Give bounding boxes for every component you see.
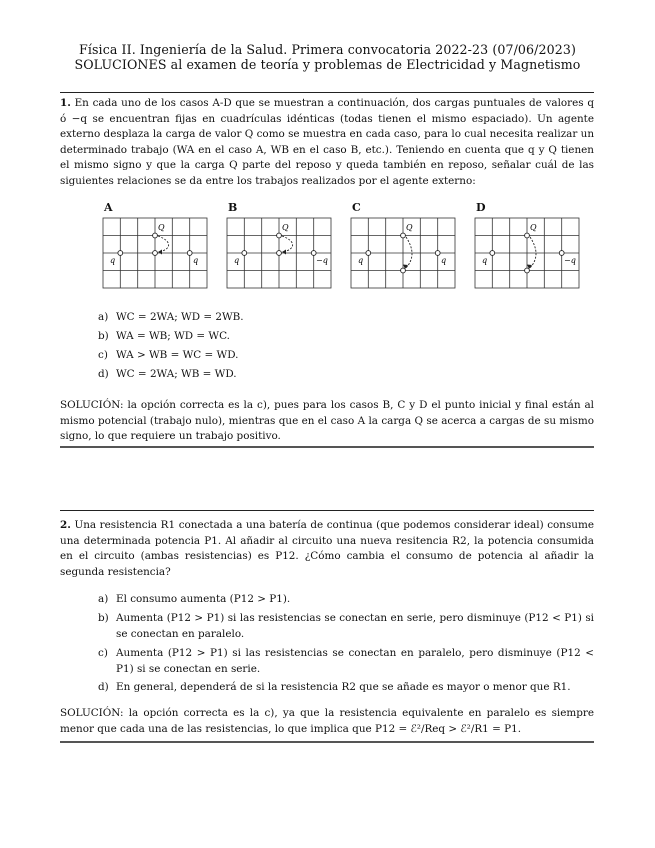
diagram-b-right-charge — [311, 251, 316, 256]
question1-solution: SOLUCIÓN: la opción correcta es la c), pues para los casos B, C y D el punto inicial y final están al mismo potencial (trabajo nulo), mientras que en el caso A la carga Q se acerca a cargas de su mismo signo, lo que requiere un trabajo positivo. — [60, 399, 594, 443]
diagram-b-left-charge — [242, 251, 247, 256]
diagram-a-q-end — [153, 251, 158, 256]
diagram-c-label: C — [352, 201, 361, 214]
question1-statement — [60, 96, 594, 190]
diagram-d-q-start — [525, 233, 530, 238]
diagram-d-q-end — [525, 268, 530, 273]
svg-text:Q: Q — [282, 223, 289, 232]
svg-text:q: q — [234, 256, 240, 265]
question2-statement — [60, 518, 594, 580]
diagram-c — [350, 217, 456, 289]
diagram-d-right-charge — [559, 251, 564, 256]
diagram-c-q-start — [401, 233, 406, 238]
diagram-d-label: D — [476, 201, 486, 214]
diagram-b — [226, 217, 332, 289]
question2-number: 2. — [60, 519, 71, 531]
svg-text:q: q — [110, 256, 116, 265]
question1-top-rule — [60, 92, 594, 93]
question2-top-rule — [60, 510, 594, 511]
diagram-a-label: A — [104, 201, 113, 214]
diagram-a — [102, 217, 208, 289]
question1-bottom-rule — [60, 446, 594, 448]
diagram-a-left-charge — [118, 251, 123, 256]
diagram-b-q-end — [277, 251, 282, 256]
diagram-b-label: B — [228, 201, 238, 214]
svg-text:Q: Q — [530, 223, 537, 232]
svg-text:−q: −q — [564, 256, 576, 265]
diagram-c-right-charge — [435, 251, 440, 256]
svg-text:q: q — [441, 256, 447, 265]
diagram-a-right-charge — [187, 251, 192, 256]
diagram-d — [474, 217, 580, 289]
diagram-a-q-start — [153, 233, 158, 238]
svg-text:Q: Q — [406, 223, 413, 232]
question2-bottom-rule — [60, 741, 594, 743]
diagram-d-left-charge — [490, 251, 495, 256]
diagram-b-q-start — [277, 233, 282, 238]
svg-text:Q: Q — [158, 223, 165, 232]
question1-text: En cada uno de los casos A-D que se muestran a continuación, dos cargas puntuales de valores q ó −q se encuentran fijas en cuadrículas idénticas (todas tienen el mismo espaciado). Un agente externo desplaza la carga de valor Q como se muestra en cada caso, para lo cual necesita realizar un determinado trabajo (WA en el caso A, WB en el caso B, etc.). Teniendo en cuenta que q y Q tienen el mismo signo y que la carga Q parte del reposo y queda también en reposo, señalar cuál de las siguientes relaciones se da entre los trabajos realizados por el agente externo: — [60, 97, 595, 187]
diagram-c-left-charge — [366, 251, 371, 256]
question2-solution: SOLUCIÓN: la opción correcta es la c), ya que la resistencia equivalente en paralelo es siempre menor que cada una de las resistencias, lo que implica que P12 = ℰ²/Req > ℰ²/R1 = P1. — [60, 707, 594, 735]
question2-text: Una resistencia R1 conectada a una batería de continua (que podemos considerar ideal) consume una determinada potencia P1. Al añadir al circuito una nueva resitencia R2, la potencia consumida en el circuito (ambas resistencias) es P12. ¿Cómo cambia el consumo de potencia al añadir la segunda resistencia? — [60, 519, 594, 578]
svg-text:q: q — [358, 256, 364, 265]
exam-header-subtitle: SOLUCIONES al examen de teoría y problemas de Electricidad y Magnetismo — [74, 57, 581, 72]
svg-text:−q: −q — [316, 256, 328, 265]
svg-text:q: q — [482, 256, 488, 265]
svg-text:q: q — [193, 256, 199, 265]
exam-header-title: Física II. Ingeniería de la Salud. Primera convocatoria 2022-23 (07/06/2023) — [79, 42, 576, 57]
diagram-c-q-end — [401, 268, 406, 273]
question1-number: 1. — [60, 97, 71, 109]
